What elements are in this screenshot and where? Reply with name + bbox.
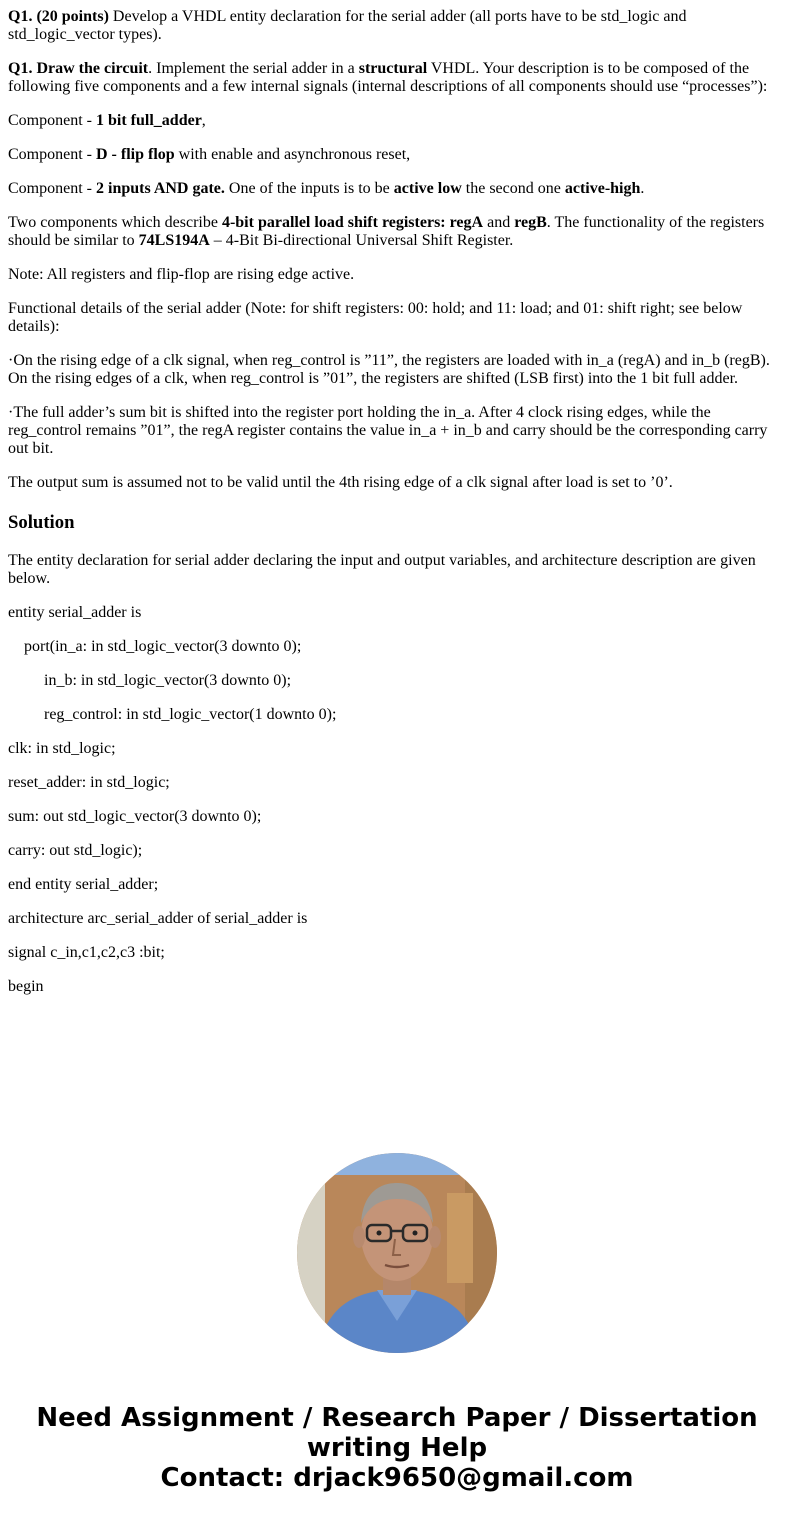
- component-d-flip-flop: Component - D - flip flop with enable and asynchronous reset,: [8, 146, 411, 163]
- code-line: in_b: in std_logic_vector(3 downto 0);: [44, 672, 292, 689]
- code-line: signal c_in,c1,c2,c3 :bit;: [8, 944, 165, 961]
- code-line: carry: out std_logic);: [8, 842, 143, 859]
- q1-intro-paragraph: Q1. (20 points) Develop a VHDL entity declaration for the serial adder (all ports have to be std_logic and std_logic_vector types).: [8, 8, 687, 43]
- functional-details-paragraph: Functional details of the serial adder (Note: for shift registers: 00: hold; and 11: load; and 01: shift right; see below details):: [8, 300, 743, 335]
- code-line: sum: out std_logic_vector(3 downto 0);: [8, 808, 262, 825]
- q1-draw-label: Q1. Draw the circuit: [8, 60, 149, 77]
- component-full-adder: Component - 1 bit full_adder,: [8, 112, 206, 129]
- solution-intro: The entity declaration for serial adder declaring the input and output variables, and architecture description are given below.: [8, 552, 756, 587]
- q1-label: Q1. (20 points): [8, 8, 109, 25]
- note-paragraph: Note: All registers and flip-flop are rising edge active.: [8, 266, 355, 283]
- shift-registers-paragraph: Two components which describe 4-bit parallel load shift registers: regA and regB. The functionality of the registers should be similar to 74LS194A – 4-Bit Bi-directional Universal Shift Register.: [8, 214, 765, 249]
- document-body: [8, 8, 782, 1012]
- output-validity-paragraph: The output sum is assumed not to be valid until the 4th rising edge of a clk signal after load is set to ’0’.: [8, 474, 673, 491]
- code-line: reset_adder: in std_logic;: [8, 774, 170, 791]
- banner-line-1: Need Assignment / Research Paper / Dissertation: [36, 1403, 758, 1433]
- author-photo: [297, 1153, 497, 1353]
- banner-contact-line: Contact: drjack9650@gmail.com: [160, 1463, 634, 1493]
- component-and-gate: Component - 2 inputs AND gate. One of the inputs is to be active low the second one active-high.: [8, 180, 645, 197]
- code-line: end entity serial_adder;: [8, 876, 159, 893]
- q1-draw-paragraph: Q1. Draw the circuit. Implement the serial adder in a structural VHDL. Your description is to be composed of the following five components and a few internal signals (internal descriptions of all components should use “processes”):: [8, 60, 768, 95]
- code-line: port(in_a: in std_logic_vector(3 downto 0);: [24, 638, 302, 655]
- solution-heading: Solution: [8, 512, 75, 533]
- bullet-full-adder-sum: ·The full adder’s sum bit is shifted into the register port holding the in_a. After 4 clock rising edges, while the reg_control remains ”01”, the regA register contains the value in_a + in_b and carry should be the corresponding carry out bit.: [8, 404, 768, 457]
- code-line: entity serial_adder is: [8, 604, 142, 621]
- code-line: reg_control: in std_logic_vector(1 downto 0);: [44, 706, 337, 723]
- code-line: clk: in std_logic;: [8, 740, 116, 757]
- code-line: begin: [8, 978, 44, 995]
- banner-line-2: writing Help: [306, 1433, 488, 1463]
- code-line: architecture arc_serial_adder of serial_adder is: [8, 910, 308, 927]
- portrait-illustration: [297, 1153, 497, 1353]
- contact-banner: [0, 1403, 794, 1493]
- bullet-load-shift: ·On the rising edge of a clk signal, when reg_control is ”11”, the registers are loaded with in_a (regA) and in_b (regB). On the rising edges of a clk, when reg_control is ”01”, the registers are shifted (LSB first) into the 1 bit full adder.: [8, 352, 770, 387]
